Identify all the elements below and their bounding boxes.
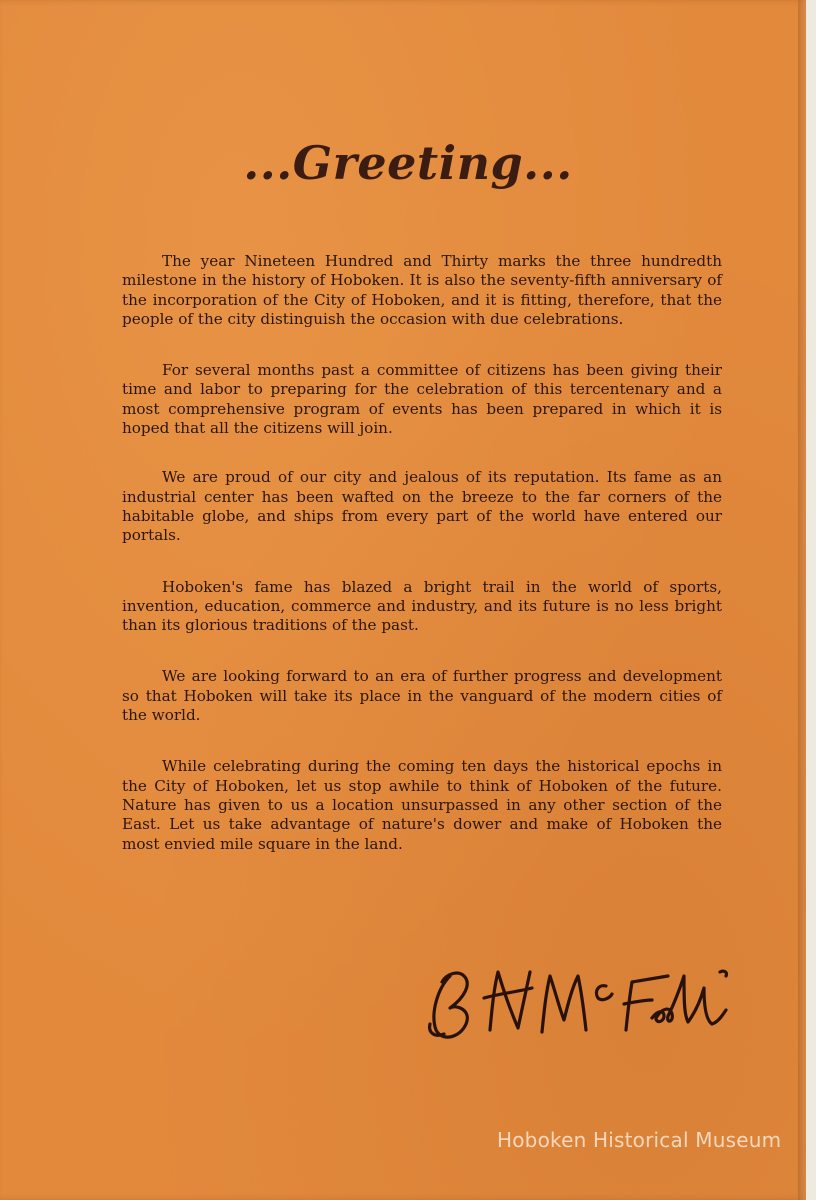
paragraph-6: While celebrating during the coming ten days the historical epochs in the City of Hoboken, let us stop awhile to think of Hoboken of the future. Nature has given to us a location unsurpassed in any other section of the East. Let us take advantage of nature's dower and make of Hoboken the most envied mile square in the land.: [122, 757, 722, 853]
page-edge: [806, 0, 816, 1200]
document-body: [122, 252, 722, 886]
paragraph-2: For several months past a committee of citizens has been giving their time and labor to preparing for the celebration of this tercentenary and a most comprehensive program of events has been prepared in which it is hoped that all the citizens will join.: [122, 361, 722, 438]
paragraph-3: We are proud of our city and jealous of its reputation. Its fame as an industrial center has been wafted on the breeze to the far corners of the habitable globe, and ships from every part of the world have entered our portals.: [122, 468, 722, 545]
paragraph-5: We are looking forward to an era of further progress and development so that Hoboken will take its place in the vanguard of the modern cities of the world.: [122, 667, 722, 725]
paragraph-1: The year Nineteen Hundred and Thirty marks the three hundredth milestone in the history of Hoboken. It is also the seventy-fifth anniversary of the incorporation of the City of Hoboken, and it is fitting, therefore, that the people of the city distinguish the occasion with due celebrations.: [122, 252, 722, 328]
paragraph-4: Hoboken's fame has blazed a bright trail in the world of sports, invention, education, commerce and industry, and its future is no less bright than its glorious traditions of the past.: [122, 577, 722, 635]
museum-watermark: Hoboken Historical Museum: [497, 1128, 782, 1152]
page-title: ...Greeting...: [243, 136, 573, 190]
signature: [420, 958, 740, 1048]
